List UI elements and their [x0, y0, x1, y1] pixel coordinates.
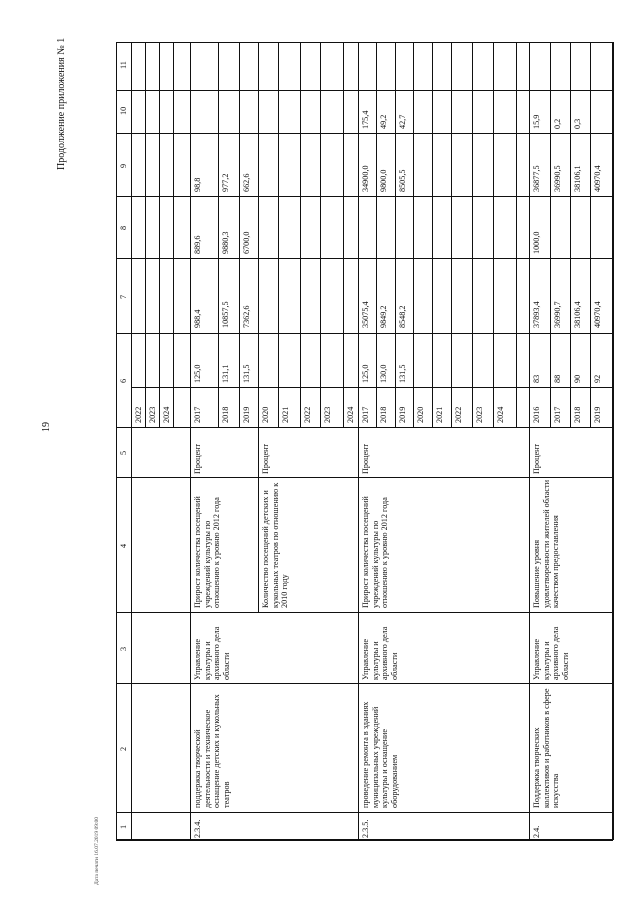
grid-line — [278, 42, 279, 427]
column-number-4: 4 — [119, 543, 128, 548]
grid-line — [173, 42, 174, 427]
federal-funding: 9880,3 — [221, 231, 230, 254]
column-number-1: 1 — [119, 824, 128, 829]
year-cell: 2018 — [573, 406, 582, 423]
total-funding: 10857,5 — [221, 301, 230, 328]
year-cell: 2023 — [148, 406, 157, 423]
year-cell: 2019 — [242, 406, 251, 423]
year-cell: 2021 — [281, 406, 290, 423]
grid-line — [358, 42, 359, 840]
total-funding: 988,4 — [193, 309, 202, 328]
item-name: проведение ремонта в зданиях муниципальных учреждений культуры и оснащение оборудованием — [361, 701, 399, 808]
total-funding: 8548,2 — [398, 305, 407, 328]
target-value: 92 — [593, 374, 602, 383]
grid-line — [116, 42, 117, 840]
column-number-8: 8 — [119, 225, 128, 230]
target-value: 88 — [553, 374, 562, 383]
print-date: Дата печати 16.07.2019 09:00 — [94, 816, 100, 885]
grid-line — [131, 387, 613, 388]
column-number-10: 10 — [119, 106, 128, 115]
regional-funding: 9800,0 — [379, 169, 388, 192]
indicator-text: Прирост количества посещений учреждений культуры по отношению к уровню 2012 года — [193, 496, 222, 608]
year-cell: 2022 — [303, 406, 312, 423]
indicator-unit: Процент — [361, 443, 370, 474]
local-funding: 42,7 — [398, 114, 407, 129]
total-funding: 37893,4 — [532, 301, 541, 328]
year-cell: 2020 — [261, 406, 270, 423]
grid-line — [570, 42, 571, 427]
grid-line — [218, 42, 219, 427]
year-cell: 2024 — [162, 406, 171, 423]
column-number-9: 9 — [119, 163, 128, 168]
year-cell: 2023 — [323, 406, 332, 423]
target-value: 130,0 — [379, 364, 388, 383]
grid-line — [258, 42, 259, 427]
total-funding: 9849,2 — [379, 305, 388, 328]
grid-line — [131, 42, 132, 840]
federal-funding: 1000,0 — [532, 231, 541, 254]
grid-line — [395, 42, 396, 427]
regional-funding: 34900,0 — [361, 165, 370, 192]
grid-line — [258, 427, 259, 612]
total-funding: 38106,4 — [573, 301, 582, 328]
target-value: 131,5 — [398, 364, 407, 383]
column-number-6: 6 — [119, 378, 128, 383]
grid-line — [343, 42, 344, 427]
year-cell: 2021 — [435, 406, 444, 423]
total-funding: 7362,6 — [242, 305, 251, 328]
grid-line — [516, 42, 517, 427]
local-funding: 0,3 — [573, 118, 582, 129]
local-funding: 49,2 — [379, 114, 388, 129]
grid-line — [145, 42, 146, 427]
grid-line — [413, 42, 414, 427]
federal-funding: 889,6 — [193, 235, 202, 254]
regional-funding: 662,6 — [242, 173, 251, 192]
regional-funding: 36990,5 — [553, 165, 562, 192]
responsible-party: Управление культуры и архивного дела области — [532, 626, 570, 680]
continuation-title: Продолжение приложения № 1 — [56, 37, 67, 170]
item-number: 2.3.5. — [361, 819, 370, 838]
target-value: 90 — [573, 374, 582, 383]
year-cell: 2018 — [379, 406, 388, 423]
regional-funding: 38106,1 — [573, 165, 582, 192]
responsible-party: Управление культуры и архивного дела области — [361, 626, 399, 680]
local-funding: 175,4 — [361, 110, 370, 129]
year-cell: 2024 — [496, 406, 505, 423]
item-name: Поддержка творческих коллективов и работников в сфере искусства — [532, 688, 561, 808]
target-value: 125,0 — [361, 364, 370, 383]
column-number-7: 7 — [119, 294, 128, 299]
grid-line — [159, 42, 160, 427]
regional-funding: 40970,4 — [593, 165, 602, 192]
grid-line — [590, 42, 591, 427]
total-funding: 36990,7 — [553, 301, 562, 328]
target-value: 125,0 — [193, 364, 202, 383]
grid-line — [529, 42, 530, 840]
local-funding: 15,9 — [532, 114, 541, 129]
column-number-11: 11 — [119, 61, 128, 69]
page-number: 19 — [41, 422, 52, 432]
column-number-5: 5 — [119, 450, 128, 455]
grid-line — [239, 42, 240, 427]
regional-funding: 8505,5 — [398, 169, 407, 192]
indicator-unit: Процент — [261, 443, 270, 474]
year-cell: 2019 — [593, 406, 602, 423]
column-number-3: 3 — [119, 646, 128, 651]
item-name: поддержка творческой деятельности и техническое оснащение детских и кукольных театров — [193, 694, 231, 808]
grid-line — [116, 840, 613, 841]
grid-line — [300, 42, 301, 427]
year-cell: 2020 — [416, 406, 425, 423]
regional-funding: 977,2 — [221, 173, 230, 192]
grid-line — [550, 42, 551, 427]
total-funding: 35075,4 — [361, 301, 370, 328]
year-cell: 2023 — [475, 406, 484, 423]
grid-line — [613, 42, 614, 840]
indicator-text: Количество посещений детских и кукольных театров по отношению к 2010 году — [261, 482, 290, 608]
target-value: 83 — [532, 374, 541, 383]
grid-line — [432, 42, 433, 427]
responsible-party: Управление культуры и архивного дела области — [193, 626, 231, 680]
year-cell: 2022 — [454, 406, 463, 423]
grid-line — [376, 42, 377, 427]
year-cell: 2022 — [134, 406, 143, 423]
column-number-2: 2 — [119, 746, 128, 751]
total-funding: 40970,4 — [593, 301, 602, 328]
year-cell: 2024 — [346, 406, 355, 423]
local-funding: 0,2 — [553, 118, 562, 129]
year-cell: 2016 — [532, 406, 541, 423]
year-cell: 2017 — [553, 406, 562, 423]
year-cell: 2019 — [398, 406, 407, 423]
indicator-unit: Процент — [532, 443, 541, 474]
indicator-text: Прирост количества посещений учреждений культуры по отношению к уровню 2012 года — [361, 496, 390, 608]
grid-line — [472, 42, 473, 427]
target-value: 131,5 — [242, 364, 251, 383]
year-cell: 2017 — [193, 406, 202, 423]
federal-funding: 6700,0 — [242, 231, 251, 254]
year-cell: 2018 — [221, 406, 230, 423]
regional-funding: 98,8 — [193, 177, 202, 192]
grid-line — [190, 42, 191, 840]
grid-line — [493, 42, 494, 427]
grid-line — [320, 42, 321, 427]
indicator-text: Повышение уровня удовлетворенности жителей области качеством предоставления — [532, 480, 561, 608]
year-cell: 2017 — [361, 406, 370, 423]
grid-line — [451, 42, 452, 427]
target-value: 131,1 — [221, 364, 230, 383]
item-number: 2.3.4. — [193, 819, 202, 838]
indicator-unit: Процент — [193, 443, 202, 474]
regional-funding: 36877,5 — [532, 165, 541, 192]
item-number: 2.4. — [532, 825, 541, 838]
